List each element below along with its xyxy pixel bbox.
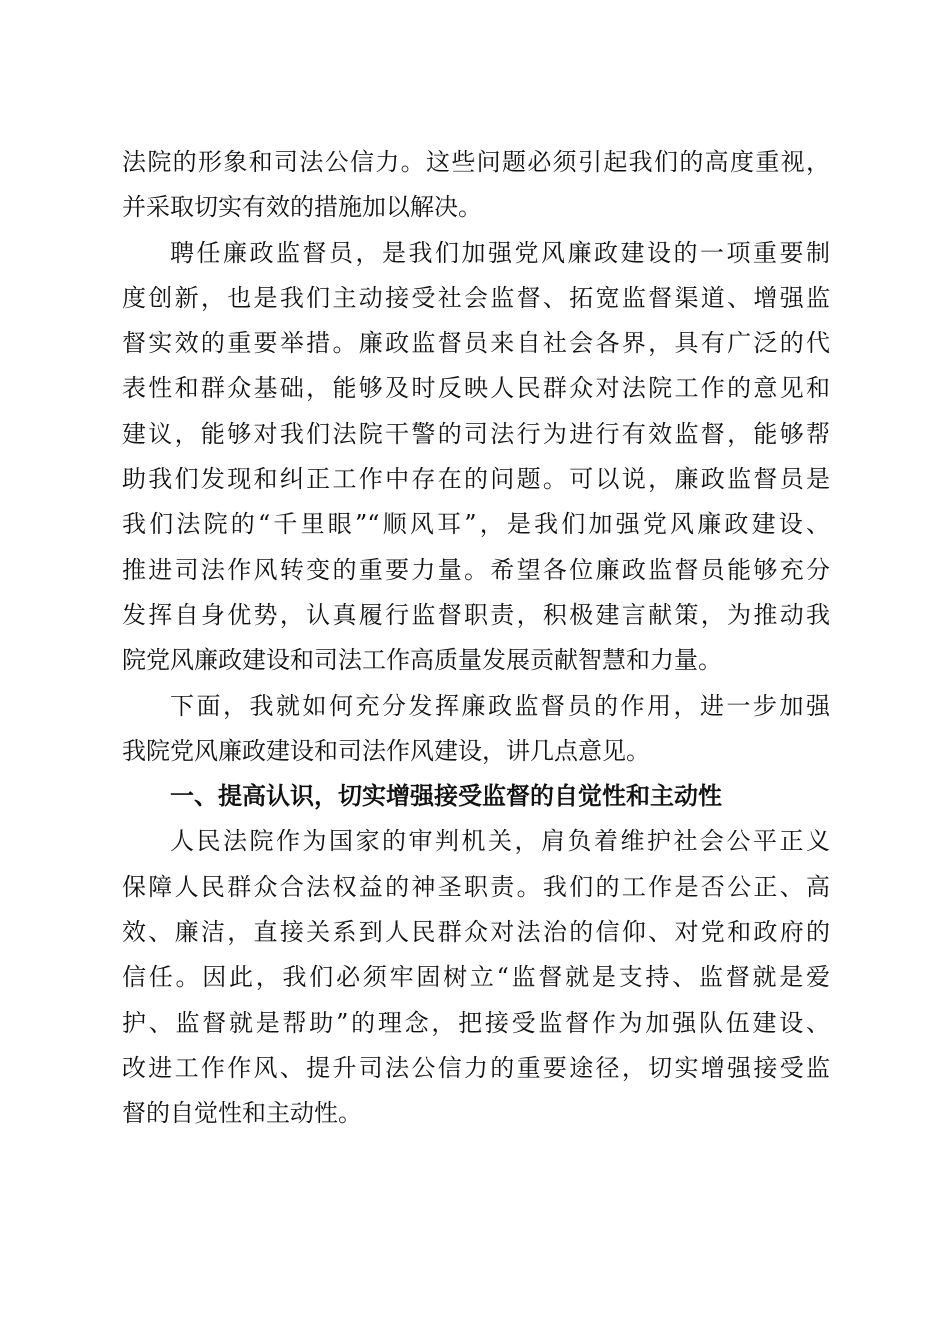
paragraph [122, 819, 830, 1136]
paragraph [122, 684, 830, 775]
text-line: 推进司法作风转变的重要力量。希望各位廉政监督员能够充分 [122, 555, 830, 584]
text-line: 我院党风廉政建设和司法作风建设，讲几点意见。 [122, 736, 650, 765]
text-line: 改进工作作风、提升司法公信力的重要途径，切实增强接受监 [122, 1053, 830, 1082]
text-line: 发挥自身优势，认真履行监督职责，积极建言献策，为推动我 [122, 600, 830, 629]
text-line: 院党风廉政建设和司法工作高质量发展贡献智慧和力量。 [122, 646, 722, 675]
text-line: 效、廉洁，直接关系到人民群众对法治的信仰、对党和政府的 [122, 918, 830, 947]
text-line: 表性和群众基础，能够及时反映人民群众对法院工作的意见和 [122, 374, 830, 403]
document-body [122, 140, 830, 1137]
text-line: 建议，能够对我们法院干警的司法行为进行有效监督，能够帮 [122, 419, 830, 448]
text-line: 护、监督就是帮助”的理念，把接受监督作为加强队伍建设、 [122, 1008, 830, 1037]
text-line: 法院的形象和司法公信力。这些问题必须引起我们的高度重视， [122, 148, 830, 176]
text-line: 助我们发现和纠正工作中存在的问题。可以说，廉政监督员是 [122, 465, 830, 494]
text-line: 我们法院的“千里眼”“顺风耳”，是我们加强党风廉政建设、 [122, 510, 830, 539]
text-line: 信任。因此，我们必须牢固树立“监督就是支持、监督就是爱 [122, 963, 830, 992]
text-line: 度创新，也是我们主动接受社会监督、拓宽监督渠道、增强监 [122, 283, 830, 312]
section-heading [122, 774, 830, 819]
text-line: 聘任廉政监督员，是我们加强党风廉政建设的一项重要制 [170, 238, 830, 267]
paragraph [122, 140, 830, 231]
text-line: 并采取切实有效的措施加以解决。 [122, 193, 482, 222]
text-line: 下面，我就如何充分发挥廉政监督员的作用，进一步加强 [170, 691, 830, 720]
heading-text: 一、提高认识，切实增强接受监督的自觉性和主动性 [170, 782, 722, 811]
paragraph [122, 231, 830, 684]
text-line: 督实效的重要举措。廉政监督员来自社会各界，具有广泛的代 [122, 329, 830, 358]
text-line: 保障人民群众合法权益的神圣职责。我们的工作是否公正、高 [122, 872, 830, 901]
text-line: 督的自觉性和主动性。 [122, 1099, 362, 1128]
text-line: 人民法院作为国家的审判机关，肩负着维护社会公平正义 [170, 827, 830, 856]
